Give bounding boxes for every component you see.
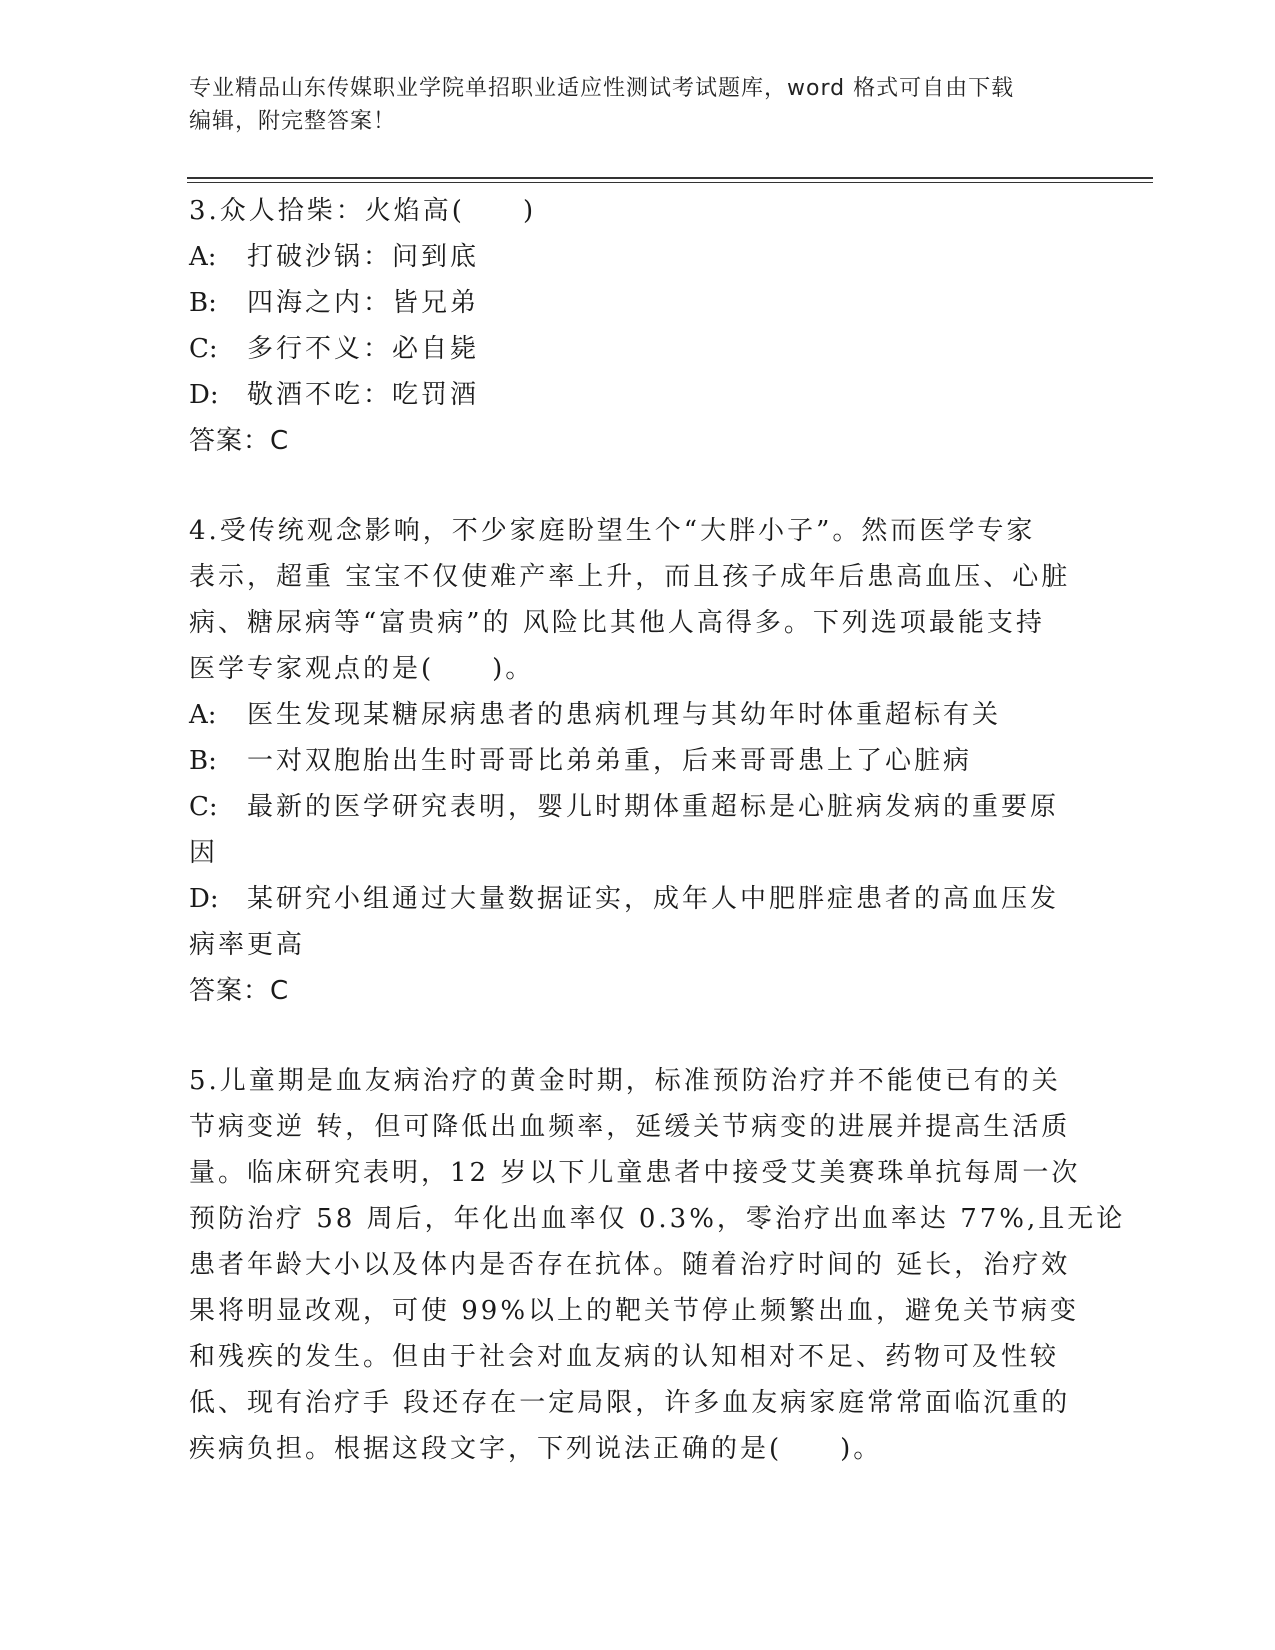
option-letter: B:: [189, 746, 217, 776]
option-a: [189, 234, 1079, 280]
header-divider-thin: [187, 182, 1153, 183]
option-text: 打破沙锅：问到底: [247, 242, 480, 272]
option-d: [189, 876, 1079, 922]
option-letter: A:: [189, 700, 217, 730]
option-text: 医生发现某糖尿病患者的患病机理与其幼年时体重超标有关: [247, 700, 1002, 730]
option-text: 四海之内：皆兄弟: [247, 288, 480, 318]
option-a: [189, 692, 1079, 738]
option-text: 敬酒不吃：吃罚酒: [247, 380, 480, 410]
option-c: [189, 326, 1079, 372]
option-text: 一对双胞胎出生时哥哥比弟弟重，后来哥哥患上了心脏病: [247, 746, 973, 776]
option-b: [189, 280, 1079, 326]
question-block: [189, 508, 1079, 1014]
answer-line: 答案：C: [189, 426, 290, 456]
option-c: [189, 830, 1079, 876]
option-b: [189, 738, 1079, 784]
option-d: [189, 922, 1079, 968]
question-block: [189, 1058, 1126, 1472]
question-stem-line: 病、糖尿病等“富贵病”的 风险比其他人高得多。下列选项最能支持: [189, 608, 1045, 638]
option-letter: C:: [189, 792, 218, 822]
answer-line: 答案：C: [189, 976, 290, 1006]
question-stem-line: 果将明显改观，可使 99%以上的靶关节停止频繁出血，避免关节病变: [189, 1296, 1080, 1326]
option-d: [189, 372, 1079, 418]
option-letter: D:: [189, 884, 219, 914]
option-letter: D:: [189, 380, 219, 410]
option-text: 因: [189, 838, 219, 868]
question-stem-line: 患者年龄大小以及体内是否存在抗体。随着治疗时间的 延长，治疗效: [189, 1250, 1071, 1280]
option-c: [189, 784, 1079, 830]
option-text: 某研究小组通过大量数据证实，成年人中肥胖症患者的高血压发: [247, 884, 1060, 914]
question-stem-line: 和残疾的发生。但由于社会对血友病的认知相对不足、药物可及性较: [189, 1342, 1060, 1372]
question-gap: [189, 464, 1079, 508]
question-stem-line: 节病变逆 转，但可降低出血频率，延缓关节病变的进展并提高生活质: [189, 1112, 1071, 1142]
question-list: [189, 188, 1126, 1472]
option-text: 多行不义：必自毙: [247, 334, 480, 364]
question-stem-line: 4.受传统观念影响，不少家庭盼望生个“大胖小子”。然而医学专家: [189, 516, 1036, 546]
option-letter: B:: [189, 288, 217, 318]
option-letter: A:: [189, 242, 217, 272]
option-letter: C:: [189, 334, 218, 364]
question-stem-line: 表示，超重 宝宝不仅使难产率上升，而且孩子成年后患高血压、心脏: [189, 562, 1071, 592]
question-stem-line: 3.众人拾柴：火焰高( ): [189, 196, 537, 226]
question-stem-line: 疾病负担。根据这段文字，下列说法正确的是( )。: [189, 1434, 883, 1464]
page-header: [189, 72, 1069, 138]
question-stem-line: 预防治疗 58 周后，年化出血率仅 0.3%，零治疗出血率达 77%,且无论: [189, 1204, 1126, 1234]
question-stem-line: 5.儿童期是血友病治疗的黄金时期，标准预防治疗并不能使已有的关: [189, 1066, 1061, 1096]
header-line-1: 专业精品山东传媒职业学院单招职业适应性测试考试题库，word 格式可自由下载: [189, 76, 1015, 101]
header-divider: [187, 177, 1153, 179]
question-stem-line: 低、现有治疗手 段还存在一定局限，许多血友病家庭常常面临沉重的: [189, 1388, 1071, 1418]
header-line-2: 编辑，附完整答案！: [189, 109, 397, 134]
question-stem-line: 量。临床研究表明，12 岁以下儿童患者中接受艾美赛珠单抗每周一次: [189, 1158, 1081, 1188]
question-stem-line: 医学专家观点的是( )。: [189, 654, 535, 684]
option-text: 最新的医学研究表明，婴儿时期体重超标是心脏病发病的重要原: [247, 792, 1060, 822]
question-block: [189, 188, 1079, 464]
option-text: 病率更高: [189, 930, 306, 960]
question-gap: [189, 1014, 1079, 1058]
